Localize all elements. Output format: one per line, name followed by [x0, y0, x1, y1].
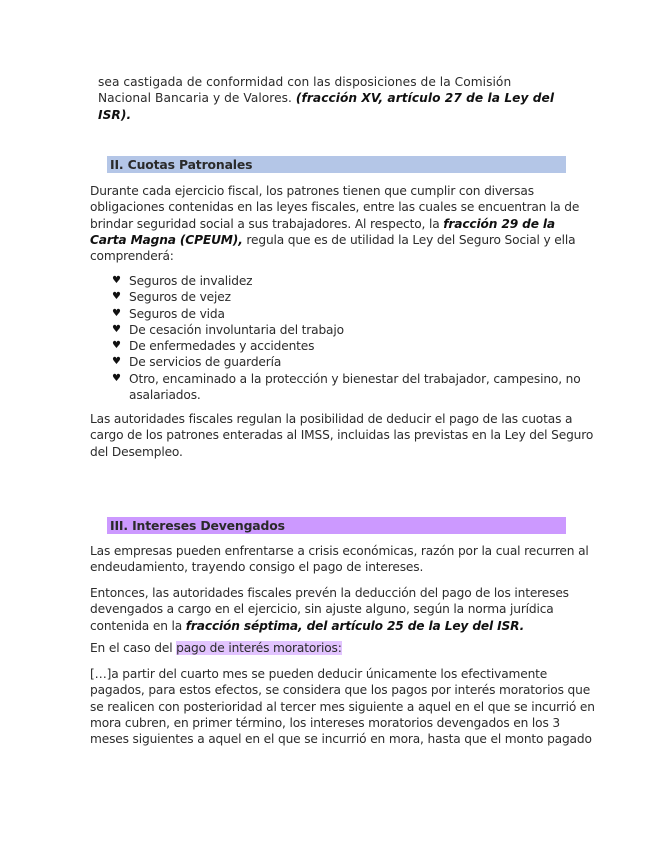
- intereses-paragraph-2-text: Entonces, las autoridades fiscales prevén la deducción del pago de los intereses devengados a cargo en el ejercicio, sin ajuste alguno, según la norma jurídica contenida en la: [90, 586, 569, 633]
- list-item-text: De servicios de guardería: [129, 355, 282, 370]
- list-item-text: De enfermedades y accidentes: [129, 339, 315, 354]
- list-item-text: Otro, encaminado a la protección y bienestar del trabajador, campesino, no asalariados.: [129, 371, 581, 403]
- list-item: [112, 273, 602, 289]
- intro-text: sea castigada de conformidad con las disposiciones de la Comisión Nacional Bancaria y de Valores.: [98, 75, 512, 106]
- list-item: [112, 371, 602, 404]
- list-item-text: De cesación involuntaria del trabajo: [129, 322, 344, 337]
- intereses-paragraph-3: [90, 640, 595, 656]
- list-item: [112, 306, 602, 322]
- heart-bullet-icon: ♥: [112, 291, 121, 303]
- intereses-paragraph-2: [90, 585, 595, 634]
- highlighted-phrase: pago de interés moratorios:: [176, 641, 342, 655]
- list-item: [112, 354, 602, 370]
- heart-bullet-icon: ♥: [112, 307, 121, 319]
- list-item-text: Seguros de vida: [129, 306, 225, 321]
- cuotas-intro-emphasis: fracción 29 de la Carta Magna (CPEUM),: [90, 216, 556, 247]
- list-item: [112, 289, 602, 305]
- heart-bullet-icon: ♥: [112, 340, 121, 352]
- heart-bullet-icon: ♥: [112, 323, 121, 335]
- section-heading-intereses-devengados: III. Intereses Devengados: [107, 517, 566, 534]
- cuotas-intro-text-b: regula que es de utilidad la Ley del Seguro Social y ella comprenderá:: [90, 232, 576, 264]
- intereses-paragraph-3-text: En el caso del: [90, 641, 177, 655]
- list-item: [112, 322, 602, 338]
- heart-bullet-icon: ♥: [112, 356, 121, 368]
- list-item-text: Seguros de invalidez: [129, 274, 253, 288]
- section-heading-cuotas-patronales: II. Cuotas Patronales: [107, 156, 566, 173]
- cuotas-intro-text-a: Durante cada ejercicio fiscal, los patrones tienen que cumplir con diversas obligaciones contenidas en las leyes fiscales, entre las cuales se encuentran la de brindar seguridad social a sus trabajadores. Al respecto, la: [90, 184, 580, 231]
- intereses-quote-paragraph: […]a partir del cuarto mes se pueden deducir únicamente los efectivamente pagados, para estos efectos, se considera que los pagos por interés moratorios que se realicen con posterioridad al tercer mes siguiente a aquel en el que se incurrió en mora cubren, en primer término, los intereses moratorios devengados en los 3 meses siguientes a aquel en el que se incurrió en mora, hasta que el monto pagado: [90, 667, 595, 747]
- social-security-list: [112, 273, 602, 403]
- heart-bullet-icon: ♥: [112, 275, 121, 286]
- intro-paragraph: [98, 74, 568, 123]
- intereses-paragraph-1: Las empresas pueden enfrentarse a crisis económicas, razón por la cual recurren al endeudamiento, trayendo consigo el pago de intereses.: [90, 544, 589, 575]
- heart-bullet-icon: ♥: [112, 372, 121, 384]
- list-item: [112, 338, 602, 354]
- list-item-text: Seguros de vejez: [129, 290, 231, 305]
- cuotas-closing-paragraph: Las autoridades fiscales regulan la posibilidad de deducir el pago de las cuotas a cargo de los patrones enteradas al IMSS, incluidas las previstas en la Ley del Seguro del Desempleo.: [90, 412, 594, 459]
- intro-emphasis: (fracción XV, artículo 27 de la Ley del ISR).: [98, 91, 555, 122]
- cuotas-intro-paragraph: [90, 183, 595, 264]
- intereses-paragraph-2-emphasis: fracción séptima, del artículo 25 de la Ley del ISR.: [185, 618, 525, 633]
